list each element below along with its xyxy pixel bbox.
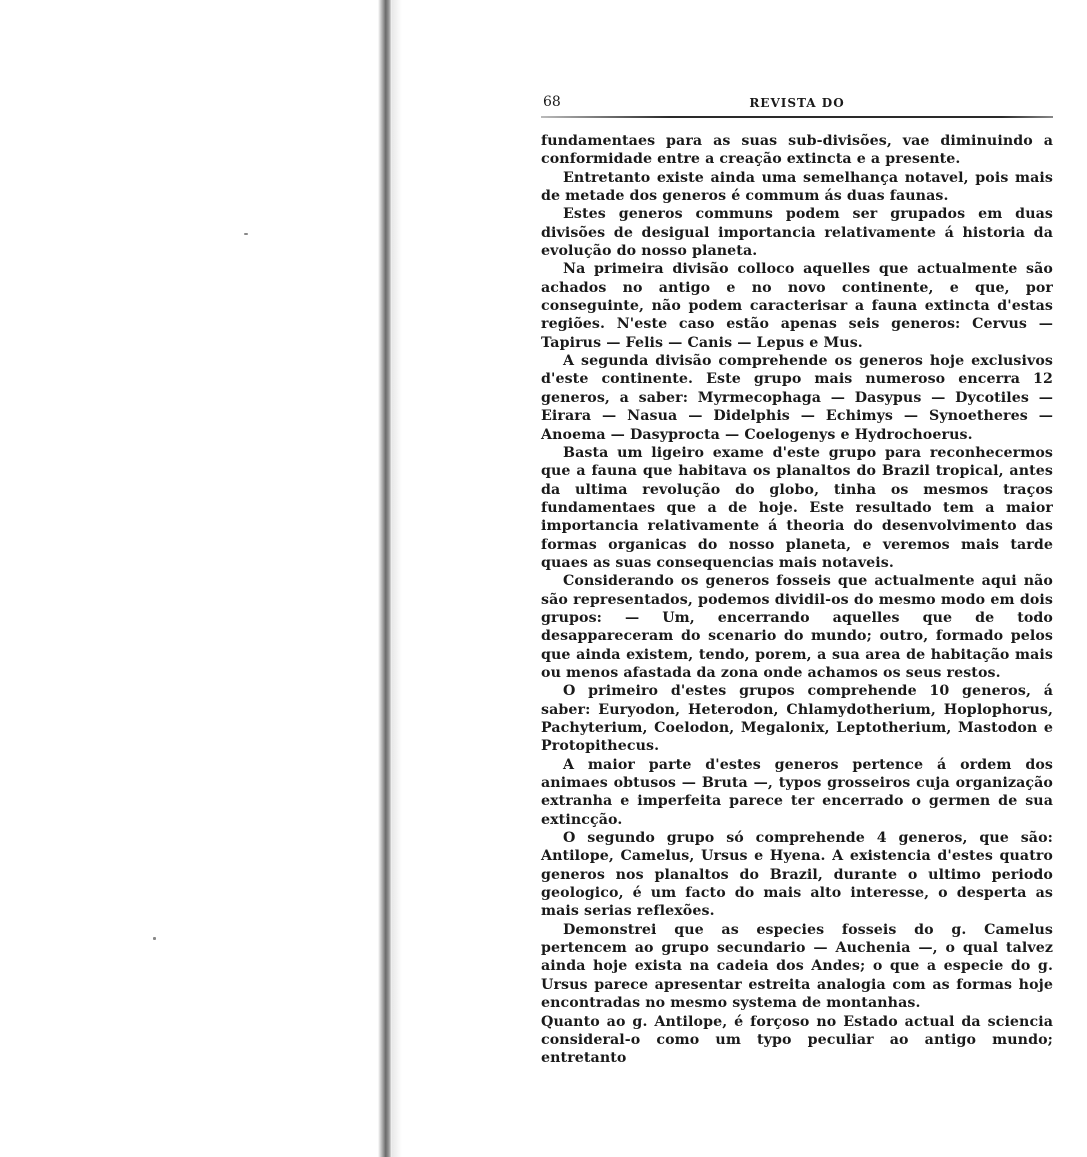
paragraph: Na primeira divisão colloco aquelles que actualmente são achados no antigo e no novo continente, e que, por conseguinte, não podem caracterisar a fauna extincta d'estas regiões. N'este caso estão apenas seis generos: Cervus — Tapirus — Felis — Canis — Lepus e Mus. [541, 261, 1053, 351]
header-rule [541, 116, 1053, 118]
book-page [541, 92, 1053, 1068]
paper-speck [244, 233, 248, 235]
running-head [541, 92, 1053, 114]
paragraph: A maior parte d'estes generos pertence á ordem dos animaes obtusos — Bruta —, typos grosseiros cuja organização extranha e imperfeita parece ter encerrado o germen de sua extincção. [541, 756, 1053, 828]
book-binding-shadow [392, 0, 402, 1157]
paragraph: A segunda divisão comprehende os generos hoje exclusivos d'este continente. Este grupo mais numeroso encerra 12 generos, a saber: Myrmecophaga — Dasypus — Dycotiles — Eirara — Nasua — Didelphis — Echimys — Synoetheres — Anoema — Dasyprocta — Coelogenys e Hydrochoerus. [541, 353, 1053, 443]
paragraph: fundamentaes para as suas sub-divisões, vae diminuindo a conformidade entre a creação extincta e a presente. [541, 133, 1053, 168]
paragraph: Basta um ligeiro exame d'este grupo para reconhecermos que a fauna que habitava os planaltos do Brazil tropical, antes da ultima revolução do globo, tinha os mesmos traços fundamentaes que a de hoje. Este resultado tem a maior importancia relativamente á theoria do desenvolvimento das formas organicas do nosso planeta, e veremos mais tarde quaes as suas consequencias mais notaveis. [541, 444, 1053, 571]
paragraph: Quanto ao g. Antilope, é forçoso no Estado actual da sciencia consideral-o como um typo peculiar ao antigo mundo; entretanto [541, 1013, 1053, 1067]
blank-left-page [0, 0, 383, 1157]
page-number: 68 [543, 94, 561, 110]
paragraph: Considerando os generos fosseis que actualmente aqui não são representados, podemos dividil-os do mesmo modo em dois grupos: — Um, encerrando aquelles que de todo desappareceram do scenario do mundo; outro, formado pelos que ainda existem, tendo, porem, a sua area de habitação mais ou menos afastada da zona onde achamos os seus restos. [541, 573, 1053, 681]
paragraph: O primeiro d'estes grupos comprehende 10 generos, á saber: Euryodon, Heterodon, Chlamydotherium, Hoplophorus, Pachyterium, Coelodon, Megalonix, Leptotherium, Mastodon e Protopithecus. [541, 683, 1053, 755]
paragraph: Estes generos communs podem ser grupados em duas divisões de desigual importancia relativamente á historia da evolução do nosso planeta. [541, 206, 1053, 260]
paragraph: O segundo grupo só comprehende 4 generos, que são: Antilope, Camelus, Ursus e Hyena. A existencia d'estes quatro generos nos planaltos do Brazil, durante o ultimo periodo geologico, é um facto do mais alto interesse, o desperta as mais serias reflexões. [541, 830, 1053, 920]
paragraph: Entretanto existe ainda uma semelhança notavel, pois mais de metade dos generos é commum ás duas faunas. [541, 169, 1053, 205]
running-title: REVISTA DO [749, 96, 845, 110]
paper-speck [153, 937, 156, 940]
paragraph: Demonstrei que as especies fosseis do g. Camelus pertencem ao grupo secundario — Auchenia —, o qual talvez ainda hoje exista na cadeia dos Andes; o que a especie do g. Ursus parece apresentar estreita analogia com as formas hoje encontradas no mesmo systema de montanhas. [541, 921, 1053, 1012]
book-binding-edge [378, 0, 392, 1157]
